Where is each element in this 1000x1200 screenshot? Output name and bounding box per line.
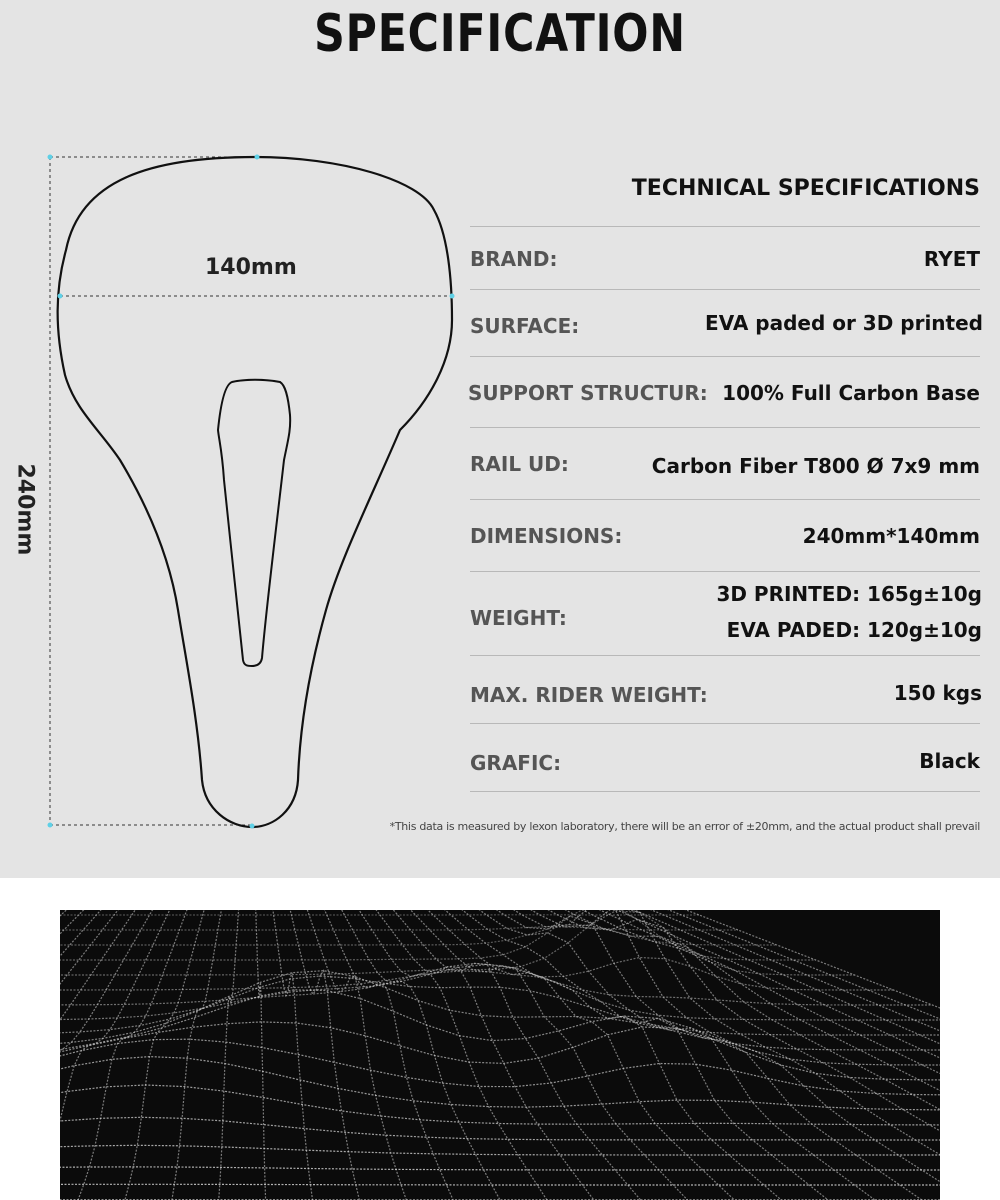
spec-value: EVA paded or 3D printed	[705, 311, 983, 335]
mesh-line	[517, 910, 940, 1200]
saddle-outline-graphic	[0, 140, 470, 840]
spec-row-rail	[470, 428, 980, 500]
saddle-diagram	[0, 140, 470, 840]
spec-row-dimensions	[470, 500, 980, 572]
mesh-line	[78, 910, 202, 1200]
mesh-line	[412, 910, 828, 1200]
mesh-line	[60, 1145, 940, 1155]
mesh-line	[172, 910, 228, 1200]
spec-value: Black	[919, 749, 980, 773]
spec-value: 240mm*140mm	[802, 524, 980, 548]
mesh-line	[294, 910, 407, 1200]
mesh-line	[438, 910, 922, 1200]
spec-row-surface	[470, 290, 983, 357]
spec-row-brand	[470, 227, 980, 290]
mesh-line	[60, 910, 123, 1200]
mesh-line	[451, 910, 940, 1200]
measurement-footnote: *This data is measured by lexon laboratory, there will be an error of ±20mm, and the actual product shall prevail	[389, 820, 980, 833]
dimension-dot	[250, 824, 255, 829]
spec-label: RAIL UD:	[470, 452, 569, 476]
dimension-dot	[450, 294, 455, 299]
mesh-line	[219, 910, 242, 1200]
saddle-cutout-outline	[218, 380, 290, 666]
width-dimension-label: 140mm	[205, 255, 297, 280]
spec-label: DIMENSIONS:	[470, 524, 623, 548]
mesh-line	[60, 1167, 940, 1170]
mesh-line	[254, 910, 265, 1200]
mesh-line	[60, 910, 149, 1200]
spec-value: Carbon Fiber T800 Ø 7x9 mm	[651, 454, 980, 478]
spec-value: 100% Full Carbon Base	[722, 381, 980, 405]
spec-row-weight	[470, 572, 980, 656]
mesh-line	[60, 910, 816, 960]
mesh-line	[60, 958, 893, 991]
pressure-mesh-image	[60, 910, 940, 1200]
spec-label: WEIGHT:	[470, 606, 567, 630]
mesh-line	[478, 910, 941, 1200]
mesh-line	[60, 910, 110, 1200]
spec-label: SUPPORT STRUCTUR:	[468, 381, 708, 405]
mesh-line	[399, 910, 782, 1200]
mesh-line	[543, 910, 940, 1200]
mesh-line	[60, 1117, 940, 1140]
mesh-line	[504, 910, 940, 1200]
mesh-line	[60, 1039, 940, 1095]
spec-label: SURFACE:	[470, 314, 580, 338]
mesh-line	[60, 910, 136, 1200]
mesh-line	[583, 910, 941, 1200]
mesh-line	[281, 910, 360, 1200]
mesh-line	[60, 910, 163, 1200]
dimension-dot	[48, 823, 53, 828]
spec-row-max-rider-weight	[470, 656, 980, 724]
dimension-dot	[48, 155, 53, 160]
mesh-line	[60, 1057, 940, 1110]
spec-label: BRAND:	[470, 247, 558, 271]
spec-row-graphic	[470, 724, 980, 792]
length-dimension-label: 240mm	[12, 463, 38, 556]
mesh-line	[60, 910, 189, 1200]
mesh-line	[386, 910, 735, 1200]
wireframe-mesh-graphic	[60, 910, 940, 1200]
mesh-line	[60, 971, 940, 1050]
page-title: SPECIFICATION	[314, 4, 686, 64]
mesh-line	[60, 910, 176, 1200]
dimension-dot	[58, 294, 63, 299]
mesh-line	[60, 1184, 940, 1185]
spec-label: GRAFIC:	[470, 751, 562, 775]
mesh-line	[346, 910, 594, 1200]
spec-label: MAX. RIDER WEIGHT:	[470, 683, 708, 707]
dimension-dot	[255, 155, 260, 160]
mesh-line	[60, 910, 97, 1200]
spec-value: EVA PADED: 120g±10g	[726, 618, 982, 642]
mesh-line	[530, 910, 940, 1200]
mesh-line	[268, 910, 313, 1200]
spec-value: RYET	[923, 247, 980, 271]
mesh-line	[373, 910, 688, 1200]
spec-value: 150 kgs	[893, 681, 982, 705]
mesh-line	[60, 990, 940, 1065]
technical-specifications-heading: TECHNICAL SPECIFICATIONS	[631, 176, 980, 201]
spec-row-support-structure	[470, 357, 980, 428]
spec-value: 3D PRINTED: 165g±10g	[716, 582, 982, 606]
mesh-line	[60, 1022, 940, 1080]
